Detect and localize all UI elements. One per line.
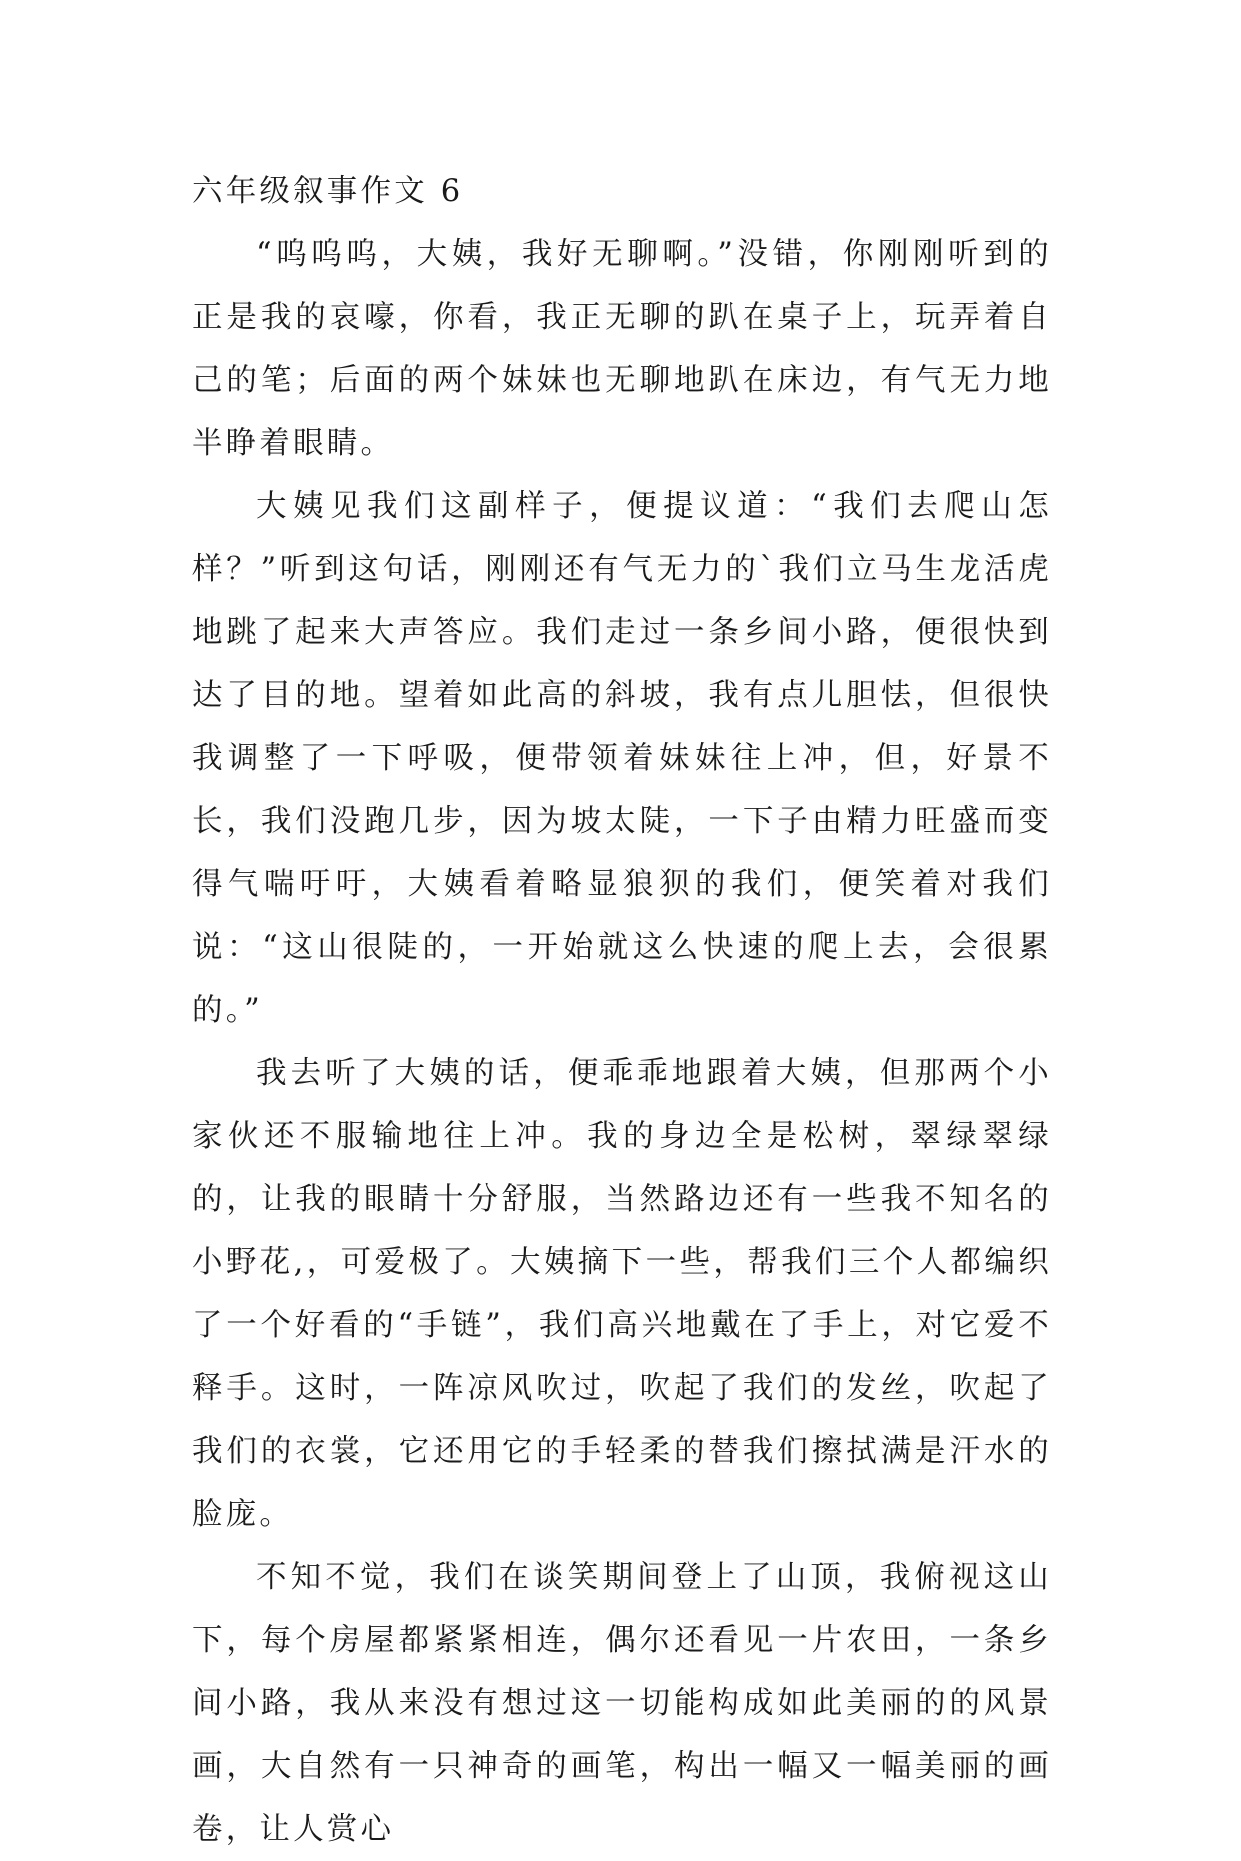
paragraph-4: 不知不觉，我们在谈笑期间登上了山顶，我俯视这山下，每个房屋都紧紧相连，偶尔还看见一片农田，一条乡间小路，我从来没有想过这一切能构成如此美丽的的风景画，大自然有一只神奇的画笔，构出一幅又一幅美丽的画卷，让人赏心 [192,1560,1052,1847]
document-body [192,160,1052,1861]
document-title: 六年级叙事作文 6 [192,174,464,209]
paragraph-3: 我去听了大姨的话，便乖乖地跟着大姨，但那两个小家伙还不服输地往上冲。我的身边全是松树，翠绿翠绿的，让我的眼睛十分舒服，当然路边还有一些我不知名的小野花,，可爱极了。大姨摘下一些，帮我们三个人都编织了一个好看的“手链”，我们高兴地戴在了手上，对它爱不释手。这时，一阵凉风吹过，吹起了我们的发丝，吹起了我们的衣裳，它还用它的手轻柔的替我们擦拭满是汗水的脸庞。 [192,1056,1052,1532]
paragraph-1: “呜呜呜，大姨，我好无聊啊。”没错，你刚刚听到的正是我的哀嚎，你看，我正无聊的趴在桌子上，玩弄着自己的笔；后面的两个妹妹也无聊地趴在床边，有气无力地半睁着眼睛。 [192,237,1052,461]
paragraph-2: 大姨见我们这副样子，便提议道：“我们去爬山怎样？”听到这句话，刚刚还有气无力的`我们立马生龙活虎地跳了起来大声答应。我们走过一条乡间小路，便很快到达了目的地。望着如此高的斜坡，我有点儿胆怯，但很快我调整了一下呼吸，便带领着妹妹往上冲，但，好景不长，我们没跑几步，因为坡太陡，一下子由精力旺盛而变得气喘吁吁，大姨看着略显狼狈的我们，便笑着对我们说：“这山很陡的，一开始就这么快速的爬上去，会很累的。” [192,489,1052,1028]
